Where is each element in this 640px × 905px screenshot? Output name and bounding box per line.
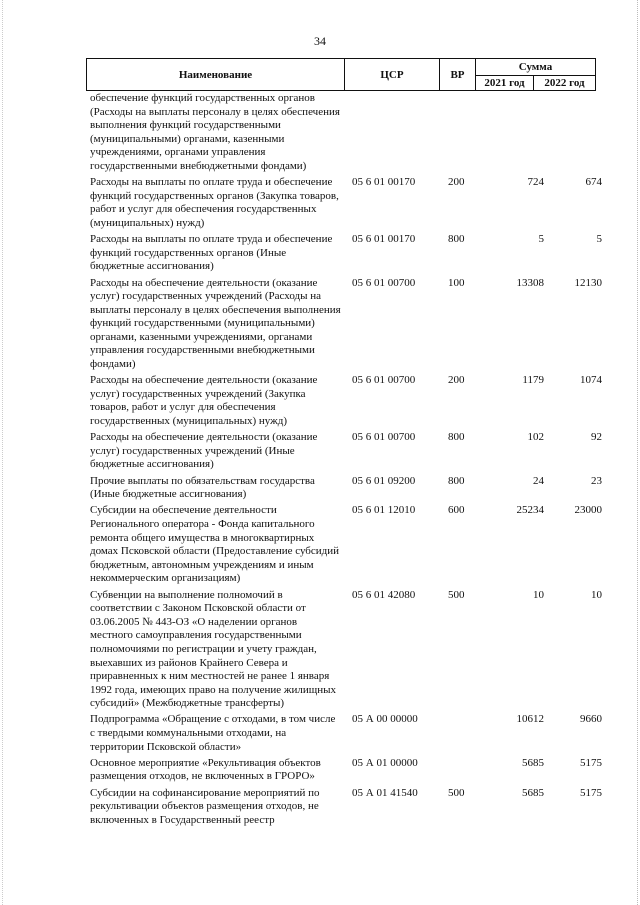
row-vr — [442, 713, 478, 754]
row-name: Расходы на обеспечение деятельности (оказание услуг) государственных учреждений (Иные бюджетные ассигнования) — [90, 431, 318, 471]
scan-edge-left — [2, 0, 3, 905]
page-number: 34 — [314, 34, 326, 48]
header-csr: ЦСР — [345, 59, 440, 90]
row-sum-2021: 13308 — [516, 276, 544, 289]
row-name: Подпрограмма «Обращение с отходами, в том числе с твердыми коммунальными отходами, на территории Псковской области» — [90, 713, 336, 753]
row-csr: 05 6 01 00170 — [352, 233, 416, 246]
row-vr: 500 — [448, 588, 465, 601]
row-sum-2022: 1074 — [580, 374, 602, 387]
row-vr: 800 — [448, 474, 465, 487]
table-row — [90, 475, 602, 502]
row-csr: 05 6 01 42080 — [352, 588, 416, 601]
row-sum-2022: 12130 — [574, 276, 602, 289]
row-sum-2022: 674 — [585, 176, 602, 189]
row-csr: 05 А 00 00000 — [352, 713, 418, 726]
scan-edge-right — [637, 0, 638, 905]
row-csr: 05 А 01 41540 — [352, 786, 418, 799]
table-row — [90, 176, 602, 230]
row-vr: 800 — [448, 431, 465, 444]
table-header — [86, 58, 596, 91]
row-sum-2022: 23000 — [574, 504, 602, 517]
row-name: Прочие выплаты по обязательствам государства (Иные бюджетные ассигнования) — [90, 474, 315, 501]
table-row — [90, 713, 602, 754]
table-body — [90, 92, 602, 830]
row-vr: 600 — [448, 504, 465, 517]
row-sum-2022: 23 — [591, 474, 602, 487]
row-csr: 05 А 01 00000 — [352, 756, 418, 769]
row-sum-2021: 724 — [527, 176, 544, 189]
row-vr: 200 — [448, 374, 465, 387]
header-sum: Сумма — [476, 59, 595, 76]
row-csr: 05 6 01 00700 — [352, 276, 416, 289]
row-sum-2021: 25234 — [516, 504, 544, 517]
row-vr: 200 — [448, 176, 465, 189]
table-row — [90, 374, 602, 428]
row-sum-2021 — [478, 92, 544, 174]
row-csr: 05 6 01 00170 — [352, 176, 416, 189]
row-sum-2021: 10612 — [516, 713, 544, 726]
row-csr: 05 6 01 00700 — [352, 374, 416, 387]
row-vr — [442, 92, 478, 174]
row-sum-2022: 10 — [591, 588, 602, 601]
row-sum-2021: 102 — [527, 431, 544, 444]
row-csr: 05 6 01 00700 — [352, 431, 416, 444]
row-sum-2021: 5685 — [522, 756, 544, 769]
row-sum-2022 — [544, 92, 602, 174]
row-sum-2021: 1179 — [522, 374, 544, 387]
row-sum-2022: 9660 — [580, 713, 602, 726]
table-row — [90, 277, 602, 372]
row-sum-2021: 5 — [538, 233, 544, 246]
header-year-2021: 2021 год — [476, 76, 534, 90]
row-name: Субсидии на софинансирование мероприятий по рекультивации объектов размещения отходов, не включенных в Государственный реестр — [90, 786, 320, 826]
table-row — [90, 504, 602, 586]
table-row — [90, 431, 602, 472]
row-name: Расходы на обеспечение деятельности (оказание услуг) государственных учреждений (Закупка товаров, работ и услуг для обеспечения государственных (муниципальных) нужд) — [90, 374, 318, 428]
row-sum-2021: 24 — [533, 474, 544, 487]
row-sum-2021: 5685 — [522, 786, 544, 799]
row-csr: 05 6 01 12010 — [352, 504, 416, 517]
table-row — [90, 757, 602, 784]
row-name: Расходы на обеспечение деятельности (оказание услуг) государственных учреждений (Расходы на выплаты персоналу в целях обеспечения выполнения функций государственными (муниципальными) органами, казенными учреждениями, органами управления государственными внебюджетными фондами) — [90, 276, 341, 371]
row-vr — [442, 757, 478, 784]
row-name: Расходы на выплаты по оплате труда и обеспечение функций государственных органов (Иные бюджетные ассигнования) — [90, 233, 333, 273]
row-sum-2022: 92 — [591, 431, 602, 444]
row-vr: 800 — [448, 233, 465, 246]
header-name: Наименование — [87, 59, 345, 90]
table-row — [90, 92, 602, 174]
row-name: обеспечение функций государственных органов (Расходы на выплаты персоналу в целях обеспечения выполнения функций государственными (муниципальными) органами, казенными учреждениями, органами управления государственными внебюджетными фондами) — [90, 92, 340, 172]
row-sum-2021: 10 — [533, 588, 544, 601]
table-row — [90, 233, 602, 274]
row-sum-2022: 5175 — [580, 786, 602, 799]
row-vr: 500 — [448, 786, 465, 799]
row-sum-2022: 5175 — [580, 756, 602, 769]
table-row — [90, 589, 602, 711]
header-year-2022: 2022 год — [544, 77, 585, 89]
row-csr — [342, 92, 442, 174]
row-vr: 100 — [448, 276, 465, 289]
row-name: Основное мероприятие «Рекультивация объектов размещения отходов, не включенных в ГРОРО» — [90, 756, 321, 783]
row-name: Расходы на выплаты по оплате труда и обеспечение функций государственных органов (Закупка товаров, работ и услуг для обеспечения государственных (муниципальных) нужд) — [90, 176, 339, 229]
table-row — [90, 787, 602, 828]
row-sum-2022: 5 — [596, 233, 602, 246]
row-csr: 05 6 01 09200 — [352, 474, 416, 487]
row-name: Субсидии на обеспечение деятельности Регионального оператора - Фонда капитального ремонта общего имущества в многоквартирных домах Псковской области (Предоставление субсидий бюджетным, автономным учреждениям и иным некоммерческим организациям) — [90, 504, 340, 585]
row-name: Субвенции на выполнение полномочий в соответствии с Законом Псковской области от 03.06.2005 № 443-ОЗ «О наделении органов местного самоуправления государственными полномочиями по регистрации и учету граждан, выехавших из районов Крайнего Севера и приравненных к ним местностей не ранее 1 января 1992 года, имеющих право на получение жилищных субсидий» (Межбюджетные трансферты) — [90, 588, 337, 710]
header-vr: ВР — [440, 59, 476, 90]
